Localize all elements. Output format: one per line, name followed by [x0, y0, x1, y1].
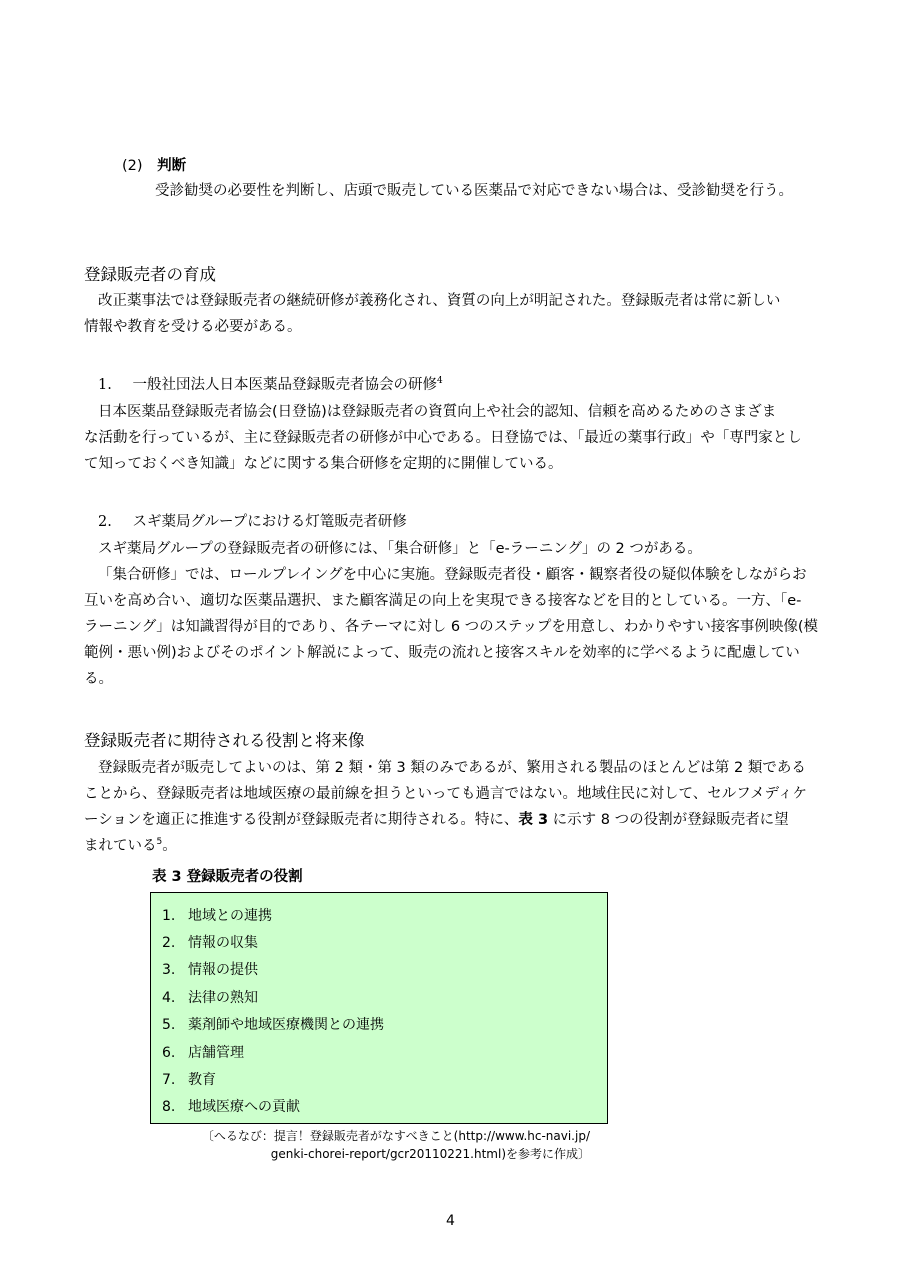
- table-reference: 表 3: [518, 812, 549, 828]
- role-item-num: 8.: [162, 1099, 176, 1115]
- training-heading: 登録販売者の育成: [84, 265, 216, 284]
- sub1-body: [84, 399, 824, 477]
- sub2-line1: スギ薬局グループの登録販売者の研修には、「集合研修」と「e-ラーニング」の 2 つがある。: [98, 541, 702, 557]
- table3-box: [150, 892, 608, 1124]
- sub1-line1: 日本医薬品登録販売者協会(日登協)は登録販売者の資質向上や社会的認知、信頼を高めるためのさまざま: [98, 404, 777, 420]
- role-item-text: 教育: [188, 1072, 216, 1088]
- roles-line1: 登録販売者が販売してよいのは、第 2 類・第 3 類のみであるが、繁用される製品のほとんどは第 2 類である: [98, 760, 806, 776]
- judgment-subheading: [122, 154, 186, 175]
- role-item-text: 法律の熟知: [188, 990, 258, 1006]
- role-item: [162, 1014, 384, 1034]
- roles-line3: [84, 807, 824, 833]
- roles-line3-c: に示す 8 つの役割が登録販売者に望: [548, 812, 789, 828]
- training-intro-line2: 情報や教育を受ける必要がある。: [84, 319, 302, 335]
- roles-line4-text: まれている: [84, 838, 157, 854]
- judgment-title: 判断: [157, 158, 187, 174]
- role-item: [162, 932, 258, 952]
- sub2-line2: 「集合研修」では、ロールプレイングを中心に実施。登録販売者役・顧客・観察者役の疑似体験をしながらお: [98, 567, 807, 583]
- sub1-title: 一般社団法人日本医薬品登録販売者協会の研修: [132, 377, 437, 393]
- role-item-num: 5.: [162, 1017, 176, 1033]
- sub2-heading: [98, 510, 407, 531]
- role-item: [162, 1042, 244, 1062]
- sub1-line3: て知っておくべき知識」などに関する集合研修を定期的に開催している。: [84, 456, 563, 472]
- sub2-line6: る。: [84, 671, 113, 687]
- role-item: [162, 987, 258, 1007]
- table3-source-line2: genki-chorei-report/gcr20110221.html)を参考に作成〕: [270, 1147, 590, 1161]
- sub1-heading: [98, 373, 443, 394]
- training-intro: [84, 288, 824, 340]
- roles-line3-a: ーションを適正に推進する役割が登録販売者に期待される。特に、: [84, 812, 519, 828]
- role-item: [162, 1069, 216, 1089]
- sub2-line4: ラーニング」は知識習得が目的であり、各テーマに対し 6 つのステップを用意し、わかりやすい接客事例映像(模: [84, 619, 819, 635]
- role-item-num: 6.: [162, 1045, 176, 1061]
- role-item-text: 店舗管理: [188, 1045, 244, 1061]
- sub2-line3: 互いを高め合い、適切な医薬品選択、また顧客満足の向上を実現できる接客などを目的としている。一方、「e-: [84, 593, 802, 609]
- roles-line4-end: 。: [162, 838, 177, 854]
- page-number: 4: [446, 1213, 455, 1229]
- role-item-num: 1.: [162, 908, 176, 924]
- role-item-num: 3.: [162, 962, 176, 978]
- judgment-text: 受診勧奨の必要性を判断し、店頭で販売している医薬品で対応できない場合は、受診勧奨を行う。: [155, 183, 793, 199]
- table3-source-line1: 〔へるなび：提言！登録販売者がなすべきこと(http://www.hc-navi.jp/: [201, 1129, 590, 1143]
- roles-body: [84, 755, 824, 859]
- roles-line4: [84, 833, 824, 859]
- role-item-text: 地域との連携: [188, 908, 272, 924]
- training-intro-line1: 改正薬事法では登録販売者の継続研修が義務化され、資質の向上が明記された。登録販売者は常に新しい: [98, 293, 781, 309]
- sub2-title: スギ薬局グループにおける灯篭販売者研修: [132, 514, 407, 530]
- judgment-label: (2): [122, 158, 143, 174]
- role-item: [162, 959, 258, 979]
- role-item: [162, 1096, 300, 1116]
- roles-line2: ことから、登録販売者は地域医療の最前線を担うといっても過言ではない。地域住民に対して、セルフメディケ: [84, 786, 807, 802]
- sub1-number: 1.: [98, 377, 112, 393]
- sub1-ref: 4: [436, 376, 443, 387]
- role-item-text: 情報の提供: [188, 962, 258, 978]
- sub1-line2: な活動を行っているが、主に登録販売者の研修が中心である。日登協では、「最近の薬事行政」や「専門家とし: [84, 430, 802, 446]
- role-item-text: 地域医療への貢献: [188, 1099, 300, 1115]
- role-item: [162, 905, 272, 925]
- role-item-text: 情報の収集: [188, 935, 258, 951]
- role-item-num: 2.: [162, 935, 176, 951]
- sub2-line5: 範例・悪い例)およびそのポイント解説によって、販売の流れと接客スキルを効率的に学べるように配慮してい: [84, 645, 800, 661]
- table3-caption: 表 3 登録販売者の役割: [152, 869, 303, 885]
- sub2-number: 2.: [98, 514, 112, 530]
- roles-ref: 5: [156, 837, 163, 848]
- role-item-text: 薬剤師や地域医療機関との連携: [188, 1017, 384, 1033]
- sub2-body: [84, 536, 824, 692]
- roles-heading: 登録販売者に期待される役割と将来像: [84, 731, 365, 750]
- role-item-num: 7.: [162, 1072, 176, 1088]
- role-item-num: 4.: [162, 990, 176, 1006]
